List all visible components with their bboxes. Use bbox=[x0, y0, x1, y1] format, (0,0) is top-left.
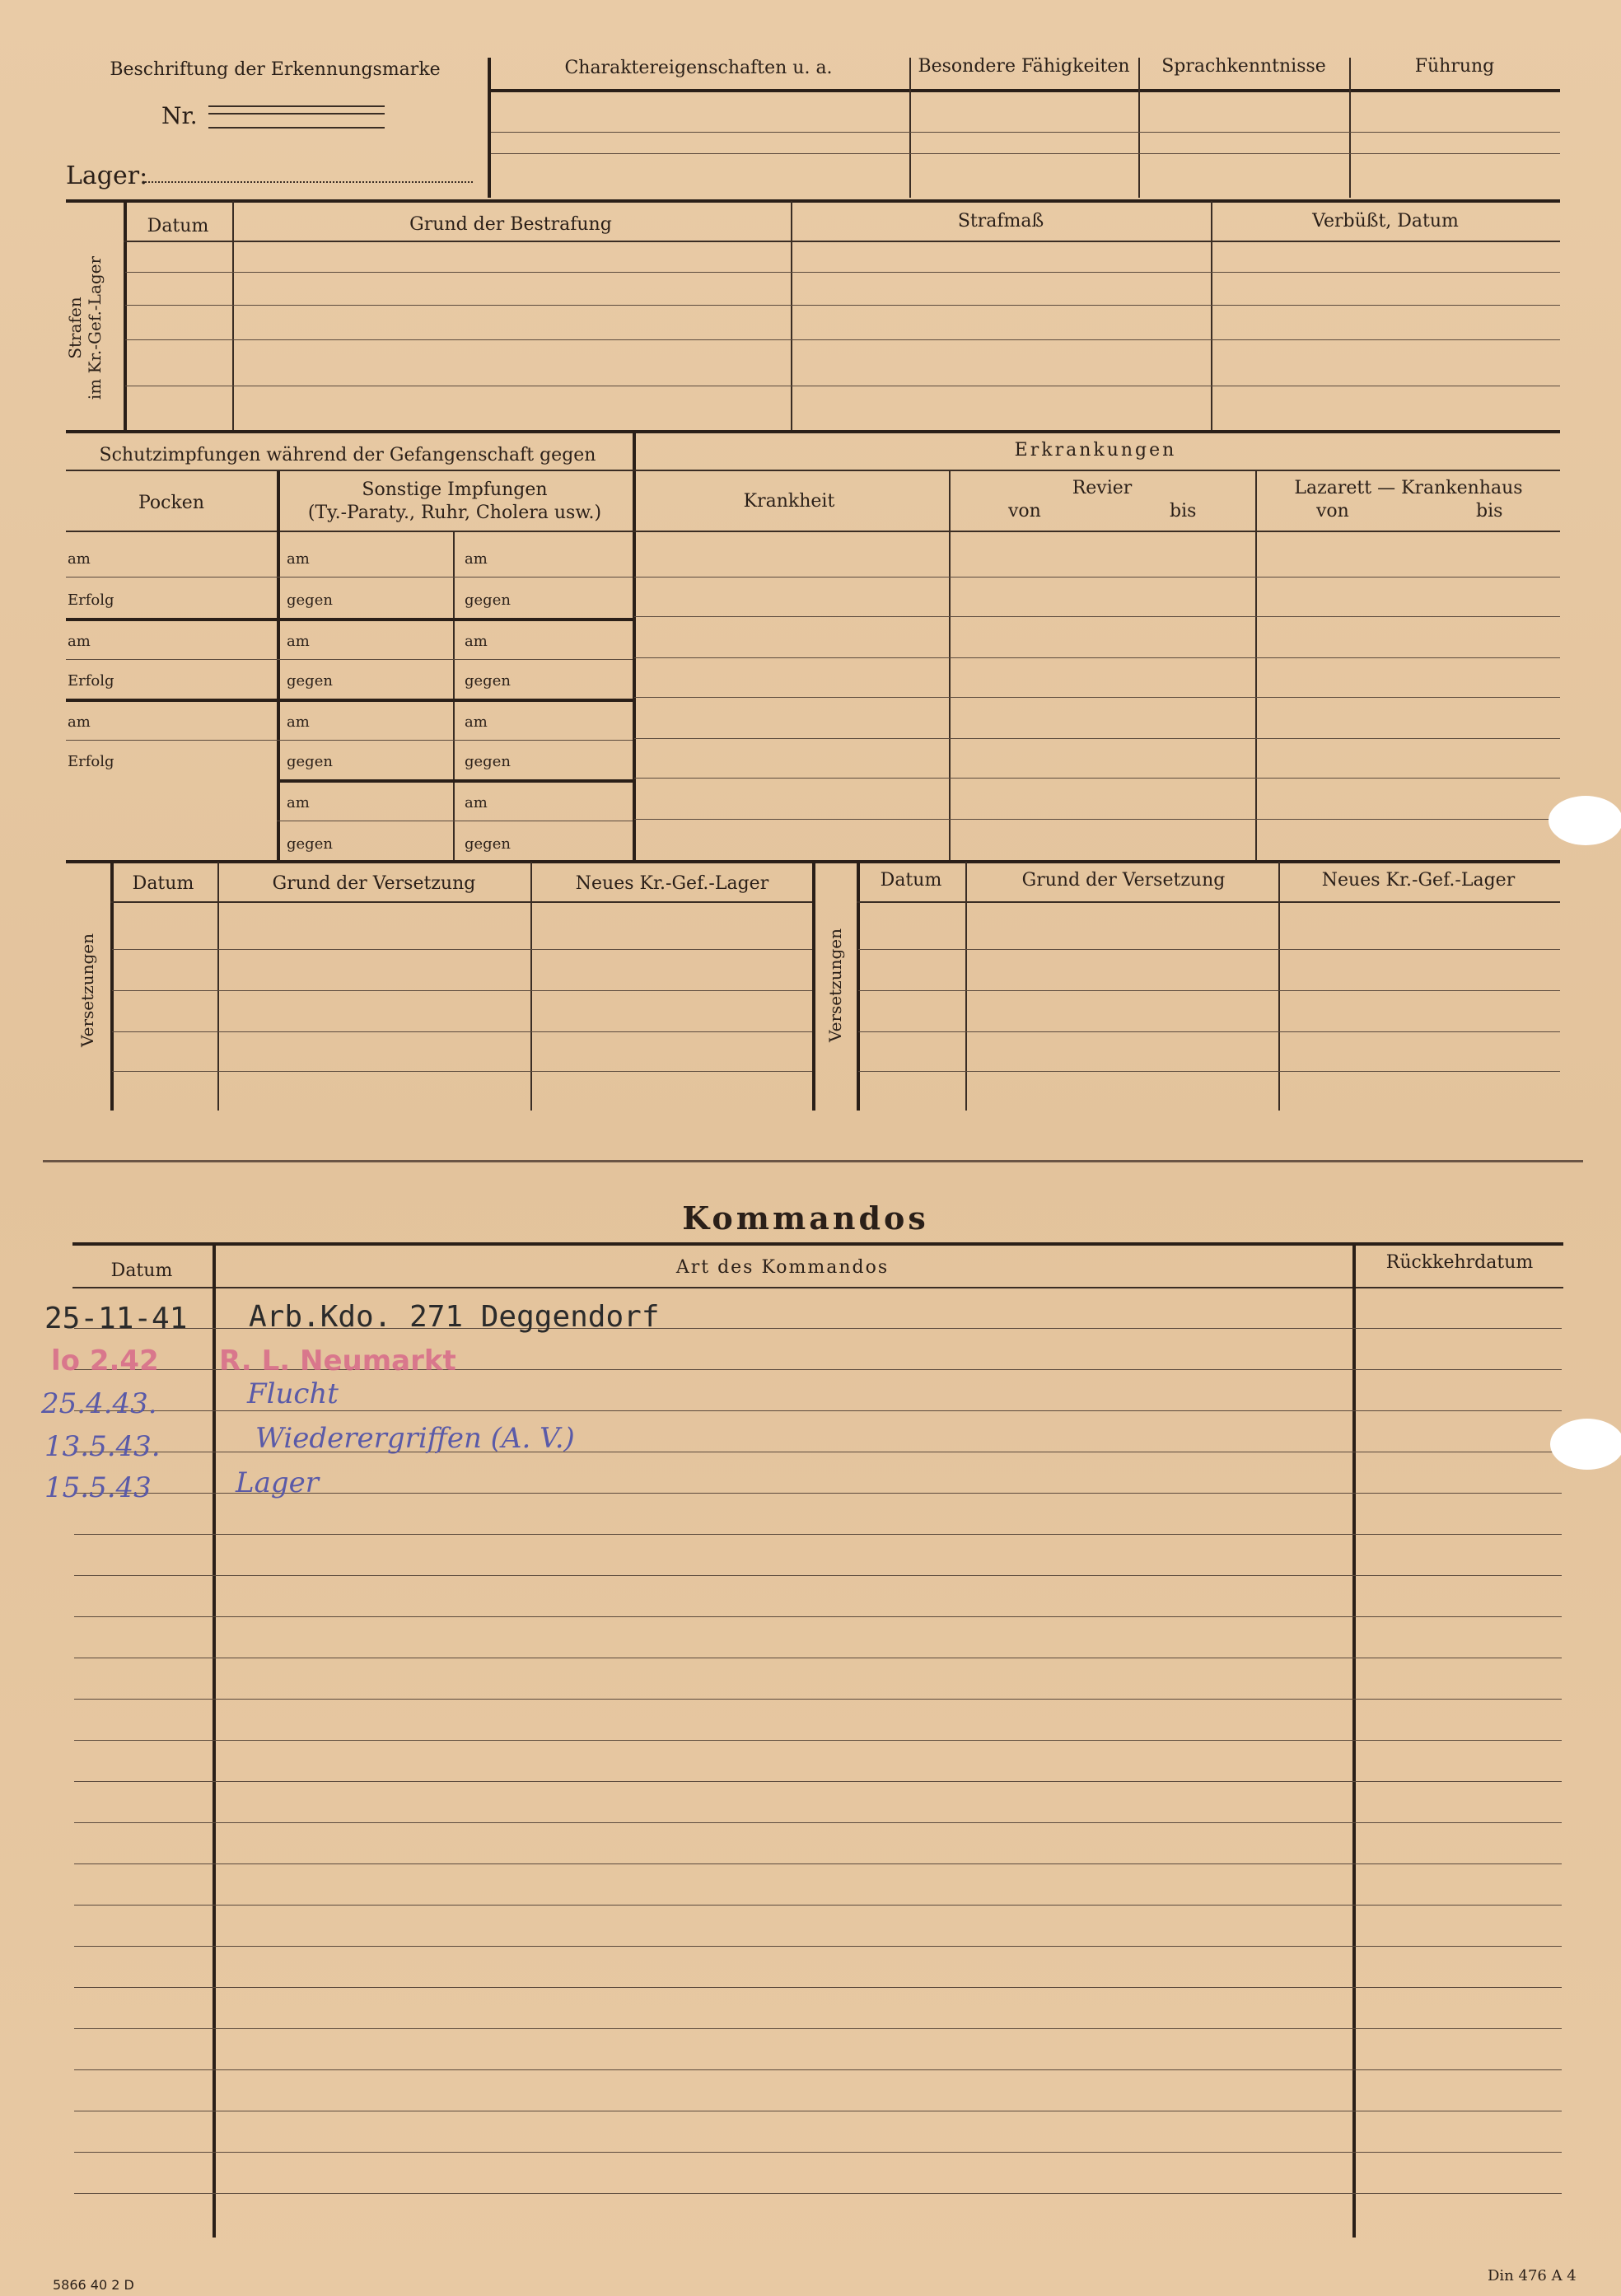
lager-field bbox=[145, 181, 473, 183]
sonst-b-gegen-3: gegen bbox=[465, 753, 511, 770]
kommando-rule-line bbox=[74, 1946, 1562, 1947]
kommando-rule-line bbox=[74, 1575, 1562, 1576]
kommando-rule-line bbox=[74, 1822, 1562, 1823]
kommando-row-3-art: Flucht bbox=[247, 1377, 339, 1410]
col-besondere-faehigkeiten: Besondere Fähigkeiten bbox=[918, 56, 1130, 77]
kommando-rule-line bbox=[74, 1987, 1562, 1988]
pocken-am-2: am bbox=[68, 633, 91, 650]
pocken-am-1: am bbox=[68, 550, 91, 568]
kommando-row-1-art: Arb.Kdo. 271 Deggendorf bbox=[249, 1300, 660, 1334]
sonst-b-am-2: am bbox=[465, 633, 488, 650]
col-fuehrung: Führung bbox=[1414, 56, 1495, 77]
pocken-erfolg-3: Erfolg bbox=[68, 753, 114, 770]
lazarett-von: von bbox=[1316, 501, 1349, 521]
punch-hole-bottom bbox=[1550, 1419, 1621, 1470]
nr-label: Nr. bbox=[161, 102, 198, 129]
erkrankungen-title: Erkrankungen bbox=[1014, 440, 1177, 461]
kommando-rule-line bbox=[74, 1740, 1562, 1741]
lager-label: Lager: bbox=[66, 161, 148, 190]
sonst-b-gegen-1: gegen bbox=[465, 592, 511, 609]
kommandos-col-rueckkehr: Rückkehrdatum bbox=[1385, 1252, 1534, 1273]
kommandos-col-datum: Datum bbox=[110, 1260, 173, 1281]
kommando-rule-line bbox=[74, 2069, 1562, 2070]
kommando-rule-line bbox=[74, 1616, 1562, 1617]
pocken-erfolg-1: Erfolg bbox=[68, 592, 114, 609]
kommando-rule-line bbox=[74, 1410, 1562, 1411]
kommando-rule-line bbox=[74, 2028, 1562, 2029]
strafen-col-datum: Datum bbox=[147, 216, 209, 236]
vers-right-col-grund: Grund der Versetzung bbox=[1021, 870, 1226, 891]
kommando-row-4-datum: 13.5.43. bbox=[44, 1430, 161, 1463]
sonst-b-am-1: am bbox=[465, 550, 488, 568]
sonst-a-am-1: am bbox=[287, 550, 310, 568]
col-pocken: Pocken bbox=[138, 493, 204, 513]
sonst-a-gegen-1: gegen bbox=[287, 592, 333, 609]
sonst-a-gegen-4: gegen bbox=[287, 835, 333, 853]
kommandos-title: Kommandos bbox=[682, 1199, 929, 1237]
punch-hole-top bbox=[1549, 796, 1621, 845]
kommando-row-3-datum: 25.4.43. bbox=[41, 1387, 157, 1420]
tag-title: Beschriftung der Erkennungsmarke bbox=[110, 59, 441, 80]
sonst-b-gegen-2: gegen bbox=[465, 672, 511, 690]
strafen-col-strafmass: Strafmaß bbox=[957, 211, 1044, 231]
kommando-rule-line bbox=[74, 2152, 1562, 2153]
kommando-row-2-art: R. L. Neumarkt bbox=[219, 1344, 456, 1377]
col-sprachkenntnisse: Sprachkenntnisse bbox=[1161, 56, 1326, 77]
fold-line bbox=[43, 1160, 1583, 1162]
kommando-row-1-datum: 25-11-41 bbox=[44, 1302, 188, 1335]
vers-right-col-datum: Datum bbox=[880, 870, 942, 891]
kommando-rule-line bbox=[74, 1781, 1562, 1782]
col-sonstige-2: (Ty.-Paraty., Ruhr, Cholera usw.) bbox=[307, 503, 602, 523]
kommando-row-5-art: Lager bbox=[236, 1466, 319, 1499]
revier-von: von bbox=[1008, 501, 1041, 521]
pocken-am-3: am bbox=[68, 713, 91, 731]
kommando-row-5-datum: 15.5.43 bbox=[44, 1471, 152, 1504]
sonst-a-am-4: am bbox=[287, 794, 310, 811]
revier-bis: bis bbox=[1170, 501, 1197, 521]
vers-left-col-lager: Neues Kr.-Gef.-Lager bbox=[575, 873, 769, 894]
sonst-b-gegen-4: gegen bbox=[465, 835, 511, 853]
strafen-col-verbuesst: Verbüßt, Datum bbox=[1312, 211, 1459, 231]
vers-right-col-lager: Neues Kr.-Gef.-Lager bbox=[1321, 870, 1516, 891]
sonst-a-gegen-2: gegen bbox=[287, 672, 333, 690]
nr-field-lines bbox=[208, 105, 385, 129]
pocken-erfolg-2: Erfolg bbox=[68, 672, 114, 690]
lazarett-bis: bis bbox=[1476, 501, 1503, 521]
kommandos-col-art: Art des Kommandos bbox=[675, 1257, 890, 1278]
col-lazarett: Lazarett — Krankenhaus bbox=[1294, 478, 1523, 498]
versetzungen-side-label-right: Versetzungen bbox=[825, 928, 845, 1042]
sonst-a-gegen-3: gegen bbox=[287, 753, 333, 770]
versetzungen-side-label-left: Versetzungen bbox=[77, 933, 97, 1047]
impfungen-title: Schutzimpfungen während der Gefangenschaft gegen bbox=[99, 445, 596, 465]
kommando-rule-line bbox=[74, 1534, 1562, 1535]
strafen-col-grund: Grund der Bestrafung bbox=[409, 214, 612, 235]
vers-left-col-datum: Datum bbox=[132, 873, 194, 894]
footer-right-code: Din 476 A 4 bbox=[1488, 2267, 1577, 2284]
col-krankheit: Krankheit bbox=[743, 491, 835, 512]
sonst-b-am-4: am bbox=[465, 794, 488, 811]
kommando-row-4-art: Wiederergriffen (A. V.) bbox=[255, 1422, 575, 1455]
kommando-rule-line bbox=[74, 1863, 1562, 1864]
kommando-rule-line bbox=[74, 1905, 1562, 1906]
kommando-rule-line bbox=[74, 2193, 1562, 2194]
strafen-side-label: Strafen im Kr.-Gef.-Lager bbox=[65, 255, 105, 400]
footer-left-code: 5866 40 2 D bbox=[53, 2277, 134, 2293]
vers-left-col-grund: Grund der Versetzung bbox=[272, 873, 476, 894]
col-sonstige-1: Sonstige Impfungen bbox=[362, 479, 548, 500]
kommando-rule-line bbox=[74, 1699, 1562, 1700]
col-charaktereigenschaften: Charaktereigenschaften u. a. bbox=[564, 58, 833, 78]
sonst-a-am-3: am bbox=[287, 713, 310, 731]
kommando-row-2-datum: lo 2.42 bbox=[51, 1344, 159, 1377]
sonst-b-am-3: am bbox=[465, 713, 488, 731]
sonst-a-am-2: am bbox=[287, 633, 310, 650]
col-revier: Revier bbox=[1072, 478, 1133, 498]
